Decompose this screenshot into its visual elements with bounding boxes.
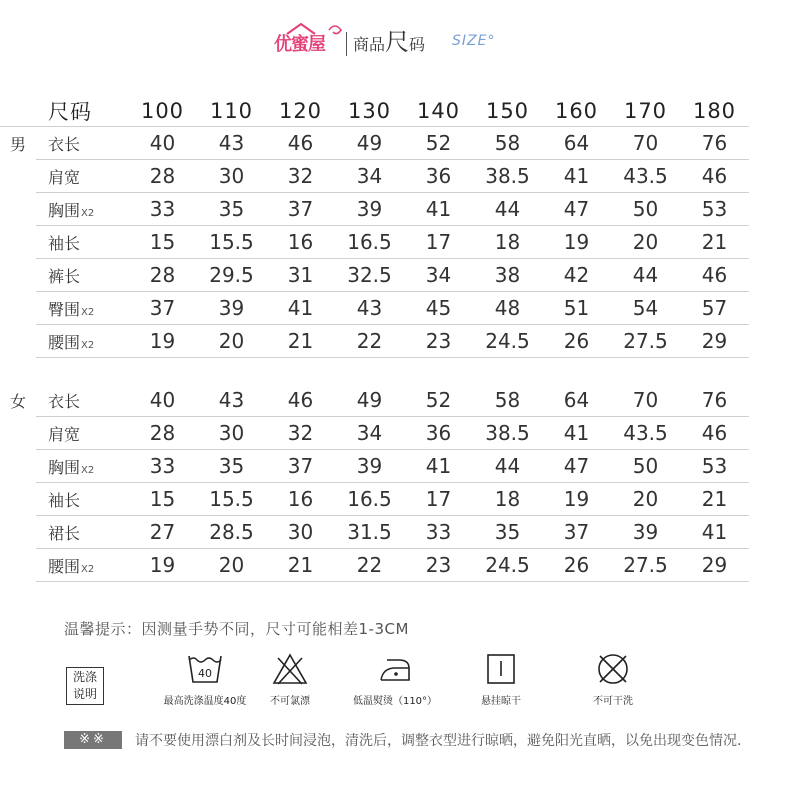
times-two-marker: X2 [81, 339, 95, 351]
table-cell: 21 [680, 226, 749, 259]
table-row [0, 325, 749, 358]
wash-label-line1: 洗涤 [72, 670, 97, 684]
table-cell: 46 [266, 384, 335, 417]
size-header-label: 尺码 [36, 96, 128, 127]
table-cell: 53 [680, 450, 749, 483]
care-no-dry-clean [578, 652, 648, 707]
table-cell: 46 [680, 417, 749, 450]
table-cell: 70 [611, 384, 680, 417]
gender-spacer [0, 483, 36, 516]
table-cell: 21 [266, 325, 335, 358]
table-cell: 64 [542, 384, 611, 417]
measure-label [36, 483, 128, 516]
gender-spacer [0, 96, 36, 127]
gender-spacer [0, 417, 36, 450]
table-cell: 36 [404, 160, 473, 193]
table-cell: 39 [335, 193, 404, 226]
table-cell: 49 [335, 384, 404, 417]
table-cell: 43 [335, 292, 404, 325]
size-header-cell: 140 [404, 96, 473, 127]
table-cell: 52 [404, 127, 473, 160]
table-cell: 41 [404, 450, 473, 483]
table-cell: 46 [680, 160, 749, 193]
table-row [0, 160, 749, 193]
size-header-cell: 170 [611, 96, 680, 127]
table-cell: 35 [197, 193, 266, 226]
table-cell: 41 [404, 193, 473, 226]
table-cell: 26 [542, 325, 611, 358]
iron-low-icon [377, 652, 413, 686]
care-caption: 不可氯漂 [270, 696, 310, 707]
wash-40-icon [187, 652, 223, 686]
table-cell: 39 [197, 292, 266, 325]
note-tag: ※※ [64, 731, 122, 749]
table-cell: 29 [680, 325, 749, 358]
table-cell: 43.5 [611, 417, 680, 450]
no-bleach-icon [272, 652, 308, 686]
page-title [353, 30, 425, 55]
table-cell: 17 [404, 226, 473, 259]
table-cell: 43.5 [611, 160, 680, 193]
care-caption: 悬挂晾干 [481, 696, 521, 707]
table-cell: 43 [197, 127, 266, 160]
measure-label [36, 259, 128, 292]
gender-spacer [0, 226, 36, 259]
table-cell: 48 [473, 292, 542, 325]
table-cell: 27 [128, 516, 197, 549]
table-cell: 21 [266, 549, 335, 582]
size-header-cell: 120 [266, 96, 335, 127]
size-header-cell: 100 [128, 96, 197, 127]
care-no-bleach [255, 652, 325, 707]
table-cell: 41 [542, 417, 611, 450]
gender-spacer [0, 516, 36, 549]
gender-spacer [0, 259, 36, 292]
table-cell: 23 [404, 325, 473, 358]
table-cell: 50 [611, 450, 680, 483]
gender-spacer [0, 160, 36, 193]
table-cell: 18 [473, 483, 542, 516]
table-cell: 36 [404, 417, 473, 450]
women-size-table [0, 384, 749, 582]
table-row [0, 259, 749, 292]
table-cell: 49 [335, 127, 404, 160]
table-cell: 26 [542, 549, 611, 582]
measure-label [36, 193, 128, 226]
measure-name: 胸围 [48, 200, 81, 220]
table-cell: 19 [128, 549, 197, 582]
table-cell: 41 [542, 160, 611, 193]
table-cell: 46 [266, 127, 335, 160]
table-cell: 70 [611, 127, 680, 160]
measure-name: 肩宽 [48, 167, 81, 187]
table-cell: 52 [404, 384, 473, 417]
table-cell: 58 [473, 127, 542, 160]
table-cell: 47 [542, 450, 611, 483]
care-iron-low [340, 652, 450, 707]
table-row [0, 417, 749, 450]
title-part-b: 码 [409, 35, 426, 54]
care-note: 请不要使用漂白剂及长时间浸泡，清洗后，调整衣型进行晾晒，避免阳光直晒，以免出现变色情况. [135, 733, 742, 749]
table-cell: 33 [128, 193, 197, 226]
table-cell: 39 [335, 450, 404, 483]
table-cell: 28 [128, 160, 197, 193]
times-two-marker: X2 [81, 306, 95, 318]
table-cell: 22 [335, 325, 404, 358]
table-cell: 24.5 [473, 549, 542, 582]
table-cell: 16 [266, 483, 335, 516]
table-row [0, 127, 749, 160]
table-cell: 46 [680, 259, 749, 292]
times-two-marker: X2 [81, 563, 95, 575]
table-cell: 37 [542, 516, 611, 549]
care-caption: 不可干洗 [593, 696, 633, 707]
table-cell: 43 [197, 384, 266, 417]
size-header-cell: 110 [197, 96, 266, 127]
table-cell: 34 [404, 259, 473, 292]
care-wash-40 [140, 652, 270, 707]
times-two-marker: X2 [81, 207, 95, 219]
gender-label: 女 [9, 391, 26, 411]
table-cell: 27.5 [611, 325, 680, 358]
table-cell: 31.5 [335, 516, 404, 549]
table-cell: 40 [128, 127, 197, 160]
size-header-cell: 150 [473, 96, 542, 127]
table-cell: 20 [197, 549, 266, 582]
table-cell: 24.5 [473, 325, 542, 358]
brand-name: 优蜜屋 [274, 34, 325, 55]
table-cell: 16.5 [335, 226, 404, 259]
measure-name: 衣长 [48, 391, 81, 411]
gender-spacer [0, 292, 36, 325]
size-english-label: SIZE° [452, 33, 496, 49]
table-cell: 32 [266, 417, 335, 450]
table-row [0, 384, 749, 417]
measure-label [36, 127, 128, 160]
table-cell: 51 [542, 292, 611, 325]
table-cell: 35 [473, 516, 542, 549]
table-row [0, 450, 749, 483]
table-cell: 18 [473, 226, 542, 259]
gender-spacer [0, 193, 36, 226]
measure-label [36, 292, 128, 325]
measure-name: 腰围 [48, 332, 81, 352]
measure-name: 袖长 [48, 490, 81, 510]
table-cell: 37 [266, 193, 335, 226]
table-cell: 57 [680, 292, 749, 325]
svg-text:40: 40 [198, 667, 212, 680]
gender-label: 男 [9, 134, 26, 154]
measure-name: 腰围 [48, 556, 81, 576]
table-cell: 15.5 [197, 226, 266, 259]
table-cell: 34 [335, 417, 404, 450]
measure-name: 裙长 [48, 523, 81, 543]
table-cell: 44 [473, 193, 542, 226]
size-header-cell: 160 [542, 96, 611, 127]
measurement-tip: 温馨提示：因测量手势不同，尺寸可能相差1-3CM [64, 620, 409, 638]
wash-label-line2: 说明 [72, 687, 97, 701]
page-header [0, 26, 790, 60]
table-cell: 15 [128, 226, 197, 259]
size-header-cell: 180 [680, 96, 749, 127]
measure-label [36, 450, 128, 483]
table-cell: 53 [680, 193, 749, 226]
table-cell: 20 [611, 226, 680, 259]
table-row [0, 193, 749, 226]
table-cell: 33 [128, 450, 197, 483]
table-cell: 19 [542, 226, 611, 259]
table-cell: 15 [128, 483, 197, 516]
table-cell: 29.5 [197, 259, 266, 292]
table-cell: 21 [680, 483, 749, 516]
care-hang-dry [466, 652, 536, 707]
table-cell: 44 [473, 450, 542, 483]
table-row [0, 549, 749, 582]
gender-spacer [0, 325, 36, 358]
table-cell: 41 [680, 516, 749, 549]
table-cell: 33 [404, 516, 473, 549]
measure-name: 裤长 [48, 266, 81, 286]
table-cell: 64 [542, 127, 611, 160]
table-cell: 16 [266, 226, 335, 259]
title-part-a: 商品 [353, 35, 386, 54]
table-cell: 32.5 [335, 259, 404, 292]
measure-label [36, 384, 128, 417]
table-cell: 40 [128, 384, 197, 417]
table-cell: 15.5 [197, 483, 266, 516]
table-cell: 22 [335, 549, 404, 582]
table-cell: 27.5 [611, 549, 680, 582]
table-row [0, 483, 749, 516]
table-cell: 35 [197, 450, 266, 483]
table-cell: 37 [128, 292, 197, 325]
table-cell: 16.5 [335, 483, 404, 516]
times-two-marker: X2 [81, 464, 95, 476]
table-cell: 38.5 [473, 160, 542, 193]
header-divider [346, 32, 347, 56]
measure-label [36, 516, 128, 549]
table-cell: 76 [680, 384, 749, 417]
table-cell: 30 [197, 417, 266, 450]
measure-label [36, 417, 128, 450]
care-caption: 低温熨烫（110°） [352, 696, 438, 707]
no-dry-clean-icon [595, 652, 631, 686]
table-cell: 19 [128, 325, 197, 358]
table-row [0, 226, 749, 259]
table-cell: 42 [542, 259, 611, 292]
measure-name: 肩宽 [48, 424, 81, 444]
wash-instructions-label [66, 667, 104, 705]
table-cell: 28 [128, 417, 197, 450]
measure-name: 衣长 [48, 134, 81, 154]
table-cell: 19 [542, 483, 611, 516]
table-cell: 76 [680, 127, 749, 160]
table-cell: 38.5 [473, 417, 542, 450]
table-row [0, 292, 749, 325]
table-cell: 41 [266, 292, 335, 325]
table-cell: 28 [128, 259, 197, 292]
size-header-cell: 130 [335, 96, 404, 127]
gender-spacer [0, 450, 36, 483]
title-part-big: 尺 [385, 28, 410, 56]
table-cell: 28.5 [197, 516, 266, 549]
measure-name: 臀围 [48, 299, 81, 319]
table-cell: 44 [611, 259, 680, 292]
table-cell: 47 [542, 193, 611, 226]
table-row [0, 516, 749, 549]
table-cell: 39 [611, 516, 680, 549]
table-cell: 45 [404, 292, 473, 325]
measure-label [36, 549, 128, 582]
table-cell: 20 [611, 483, 680, 516]
measure-label [36, 325, 128, 358]
table-cell: 54 [611, 292, 680, 325]
measure-label [36, 160, 128, 193]
hang-dry-icon [483, 652, 519, 686]
table-cell: 31 [266, 259, 335, 292]
table-cell: 32 [266, 160, 335, 193]
table-cell: 29 [680, 549, 749, 582]
table-cell: 30 [266, 516, 335, 549]
table-cell: 38 [473, 259, 542, 292]
measure-name: 袖长 [48, 233, 81, 253]
table-cell: 58 [473, 384, 542, 417]
measure-label [36, 226, 128, 259]
size-header-row [0, 96, 749, 127]
table-cell: 50 [611, 193, 680, 226]
care-caption: 最高洗涤温度40度 [163, 696, 247, 707]
gender-spacer [0, 549, 36, 582]
measure-name: 胸围 [48, 457, 81, 477]
table-cell: 17 [404, 483, 473, 516]
table-cell: 34 [335, 160, 404, 193]
table-cell: 23 [404, 549, 473, 582]
table-cell: 20 [197, 325, 266, 358]
table-cell: 30 [197, 160, 266, 193]
table-cell: 37 [266, 450, 335, 483]
men-size-table [0, 96, 749, 358]
